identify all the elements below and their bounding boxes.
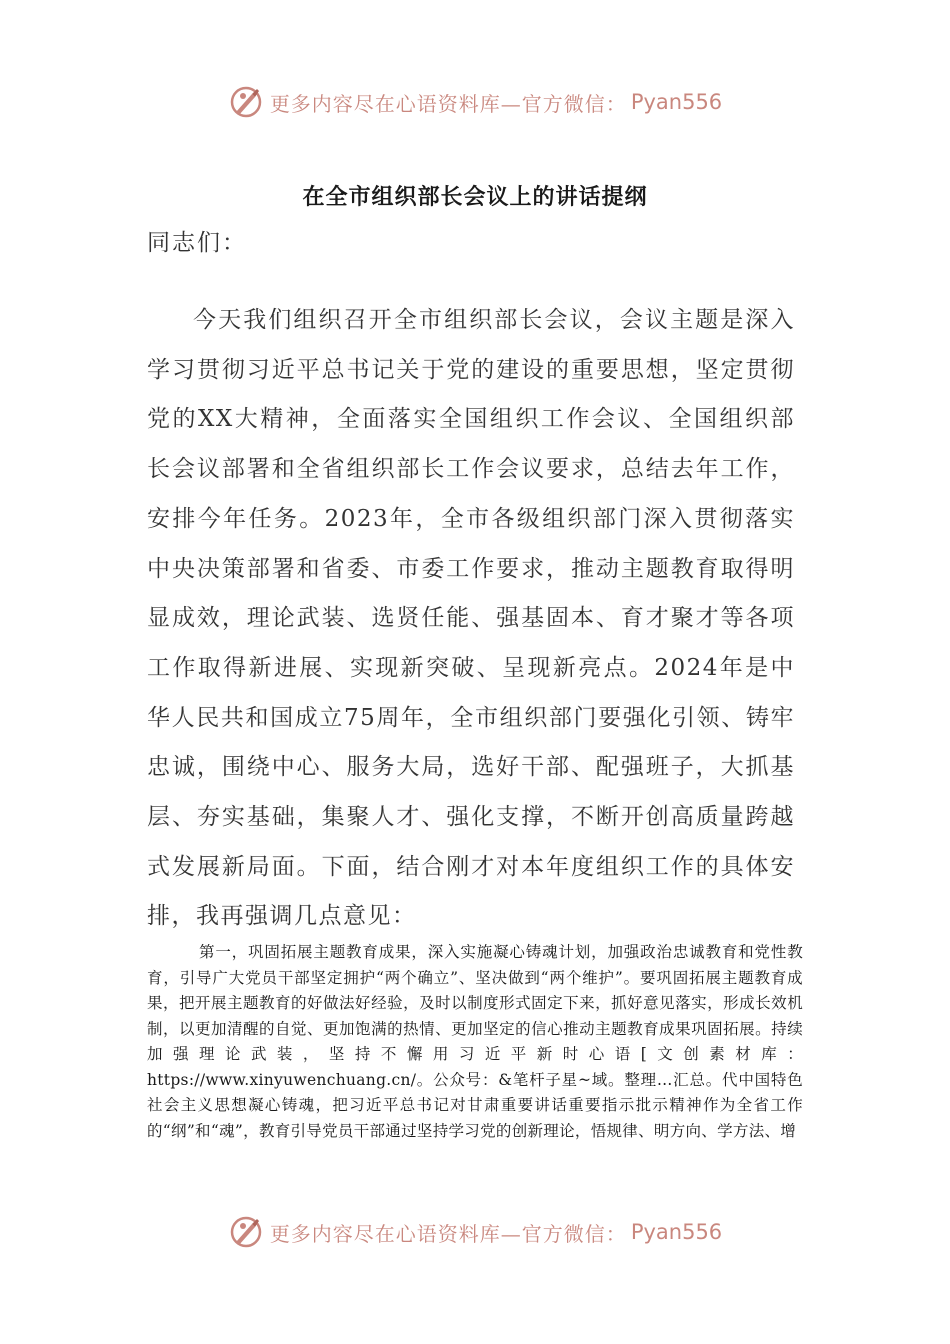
pen-logo-icon [228, 84, 264, 120]
document-title: 在全市组织部长会议上的讲话提纲 [302, 185, 648, 210]
salutation: 同志们： [147, 230, 247, 256]
pen-logo-icon [228, 1214, 264, 1250]
first-point-text-after: 代中国特色社会主义思想凝心铸魂，把习近平总书记对甘肃重要讲话重要指示批示精神作为全省工作的“纲”和“魂”，教育引导党员干部通过坚持学习党的创新理论，悟规律、明方向、学方法、增 [147, 1070, 803, 1140]
watermark-text: 更多内容尽在心语资料库—官方微信： [269, 91, 627, 116]
first-point-paragraph [147, 940, 803, 1144]
watermark-handle: Pyan556 [630, 90, 723, 114]
main-paragraph: 今天我们组织召开全市组织部长会议，会议主题是深入学习贯彻习近平总书记关于党的建设的重要思想，坚定贯彻党的XX大精神，全面落实全国组织工作会议、全国组织部长会议部署和全省组织部长工作会议要求，总结去年工作，安排今年任务。2023年，全市各级组织部门深入贯彻落实中央决策部署和省委、市委工作要求，推动主题教育取得明显成效，理论武装、选贤任能、强基固本、育才聚才等各项工作取得新进展、实现新突破、呈现新亮点。2024年是中华人民共和国成立75周年，全市组织部门要强化引领、铸牢忠诚，围绕中心、服务大局，选好干部、配强班子，大抓基层、夯实基础，集聚人才、强化支撑，不断开创高质量跨越式发展新局面。下面，结合刚才对本年度组织工作的具体安排，我再强调几点意见： [147, 307, 795, 930]
watermark-footer [0, 1212, 950, 1252]
watermark-text: 更多内容尽在心语资料库—官方微信： [269, 1221, 627, 1246]
inline-source-note: 心语[文创素材库：https://www.xinyuwenchuang.cn/。公众号：&笔杆子星~域。整理…汇总。 [147, 1045, 803, 1089]
watermark-handle: Pyan556 [630, 1220, 723, 1244]
first-point-text-before: 第一，巩固拓展主题教育成果，深入实施凝心铸魂计划，加强政治忠诚教育和党性教育，引导广大党员干部坚定拥护“两个确立”、坚决做到“两个维护”。要巩固拓展主题教育成果，把开展主题教育的好做法好经验，及时以制度形式固定下来，抓好意见落实，形成长效机制，以更加清醒的自觉、更加饱满的热情、更加坚定的信心推动主题教育成果巩固拓展。持续加强理论武装，坚持不懈用习近平新时 [147, 943, 803, 1063]
watermark-header [0, 82, 950, 122]
